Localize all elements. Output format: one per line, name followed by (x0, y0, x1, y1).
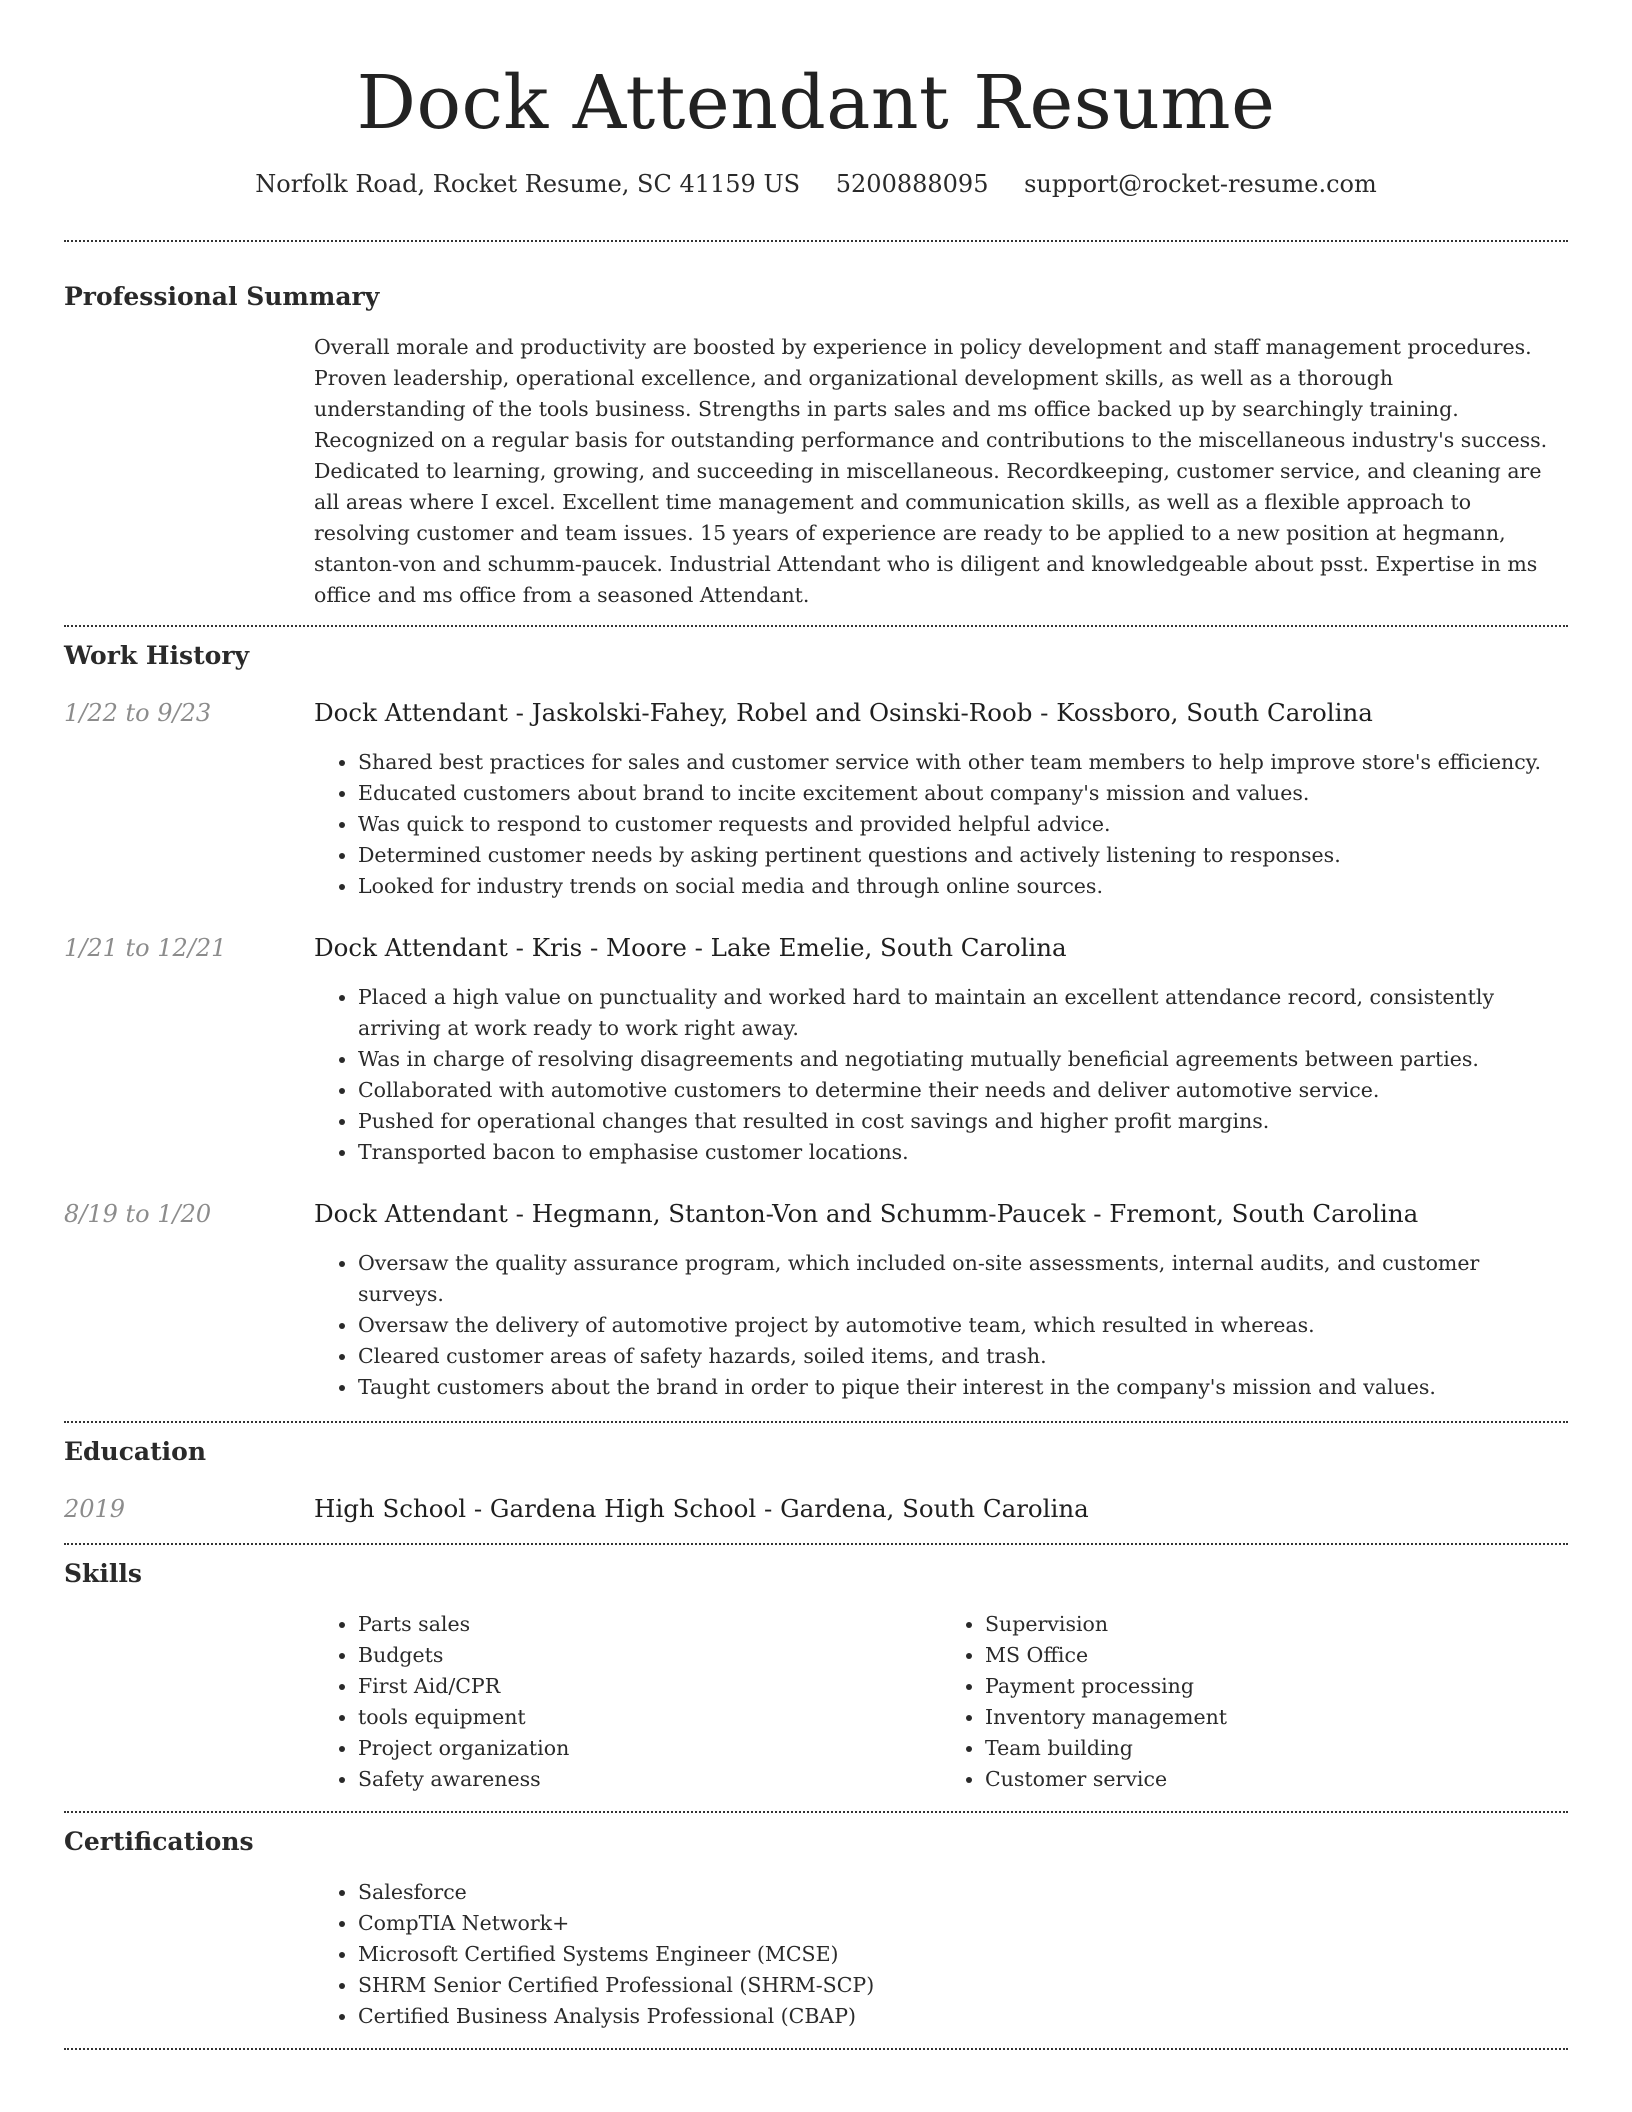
certifications-spacer (64, 1877, 314, 2032)
education-section (64, 1435, 1568, 1525)
education-year: 2019 (64, 1495, 126, 1523)
skills-spacer (64, 1609, 314, 1795)
job-bullet: • Collaborated with automotive customers to determine their needs and deliver automotive service. (358, 1075, 1548, 1106)
job-bullet: • Was in charge of resolving disagreements and negotiating mutually beneficial agreements between parties. (358, 1044, 1548, 1075)
job-dates: 1/22 to 9/23 (64, 699, 212, 727)
job-body (314, 697, 1568, 902)
skills-list-right (941, 1609, 1568, 1795)
job-bullet: • Looked for industry trends on social media and through online sources. (358, 871, 1568, 902)
work-section (64, 639, 1568, 1403)
summary-text: Overall morale and productivity are boosted by experience in policy development and staff management procedures. Proven leadership, operational excellence, and organizational development skills, as well as a thorough understanding of the tools business. Strengths in parts sales and ms office backed up by searchingly training. Recognized on a regular basis for outstanding performance and contributions to the miscellaneous industry's success. Dedicated to learning, growing, and succeeding in miscellaneous. Recordkeeping, customer service, and cleaning are all areas where I excel. Excellent time management and communication skills, as well as a flexible approach to resolving customer and team issues. 15 years of experience are ready to be applied to a new position at hegmann, stanton-von and schumm-paucek. Industrial Attendant who is diligent and knowledgeable about psst. Expertise in ms office and ms office from a seasoned Attendant. (314, 335, 1548, 607)
job-dates: 8/19 to 1/20 (64, 1200, 212, 1228)
job-title: Dock Attendant - Kris - Moore - Lake Emelie, South Carolina (314, 933, 1067, 962)
skill-item: • Customer service (985, 1764, 1568, 1795)
skill-item: • Parts sales (358, 1609, 941, 1640)
skill-item: • Project organization (358, 1733, 941, 1764)
divider-summary (64, 625, 1568, 627)
summary-section (64, 280, 1568, 611)
skill-item: • tools equipment (358, 1702, 941, 1733)
job-bullets (314, 747, 1568, 902)
skill-item: • First Aid/CPR (358, 1671, 941, 1702)
job-bullet: • Educated customers about brand to incite excitement about company's mission and values. (358, 778, 1568, 809)
resume-title: Dock Attendant Resume (356, 60, 1276, 146)
divider-bottom (64, 2048, 1568, 2050)
education-heading: Education (64, 1437, 207, 1466)
skills-list-left (314, 1609, 941, 1795)
job-entry (64, 697, 1568, 902)
skill-item: • Supervision (985, 1609, 1568, 1640)
skill-item: • Payment processing (985, 1671, 1568, 1702)
certifications-section (64, 1825, 1568, 2032)
job-bullets (314, 1248, 1568, 1403)
certifications-row (64, 1877, 1568, 2032)
skill-item: • Inventory management (985, 1702, 1568, 1733)
job-bullet: • Was quick to respond to customer requests and provided helpful advice. (358, 809, 1568, 840)
job-title: Dock Attendant - Jaskolski-Fahey, Robel and Osinski-Roob - Kossboro, South Carolina (314, 698, 1373, 727)
contact-phone: 5200888095 (835, 170, 989, 198)
certifications-list (314, 1877, 1568, 2032)
contact-line (64, 168, 1568, 200)
skills-grid (314, 1609, 1568, 1795)
skill-item: • Team building (985, 1733, 1568, 1764)
certification-item: • SHRM Senior Certified Professional (SHRM-SCP) (358, 1970, 1568, 2001)
summary-spacer (64, 332, 314, 611)
skill-item: • Safety awareness (358, 1764, 941, 1795)
contact-email: support@rocket-resume.com (1024, 170, 1377, 198)
certification-item: • Microsoft Certified Systems Engineer (MCSE) (358, 1939, 1568, 1970)
job-bullet: • Oversaw the delivery of automotive project by automotive team, which resulted in whereas. (358, 1310, 1568, 1341)
job-bullets (314, 982, 1568, 1168)
skills-section (64, 1557, 1568, 1795)
job-bullet: • Oversaw the quality assurance program, which included on-site assessments, internal audits, and customer surveys. (358, 1248, 1568, 1310)
summary-row (64, 332, 1568, 611)
skills-row (64, 1609, 1568, 1795)
skill-item: • MS Office (985, 1640, 1568, 1671)
divider-work (64, 1421, 1568, 1423)
certifications-heading: Certifications (64, 1827, 254, 1856)
education-title: High School - Gardena High School - Gardena, South Carolina (314, 1494, 1089, 1523)
job-bullet: • Determined customer needs by asking pertinent questions and actively listening to responses. (358, 840, 1568, 871)
job-bullet: • Pushed for operational changes that resulted in cost savings and higher profit margins. (358, 1106, 1548, 1137)
job-entry (64, 1198, 1568, 1403)
summary-body (314, 332, 1568, 611)
work-heading: Work History (64, 641, 250, 670)
certification-item: • CompTIA Network+ (358, 1908, 1568, 1939)
divider-skills (64, 1811, 1568, 1813)
summary-heading: Professional Summary (64, 282, 380, 311)
education-body (314, 1493, 1568, 1525)
job-dates: 1/21 to 12/21 (64, 934, 227, 962)
skill-item: • Budgets (358, 1640, 941, 1671)
certification-item: • Salesforce (358, 1877, 1568, 1908)
job-bullet: • Transported bacon to emphasise customer locations. (358, 1137, 1548, 1168)
job-body (314, 1198, 1568, 1403)
job-bullet: • Taught customers about the brand in order to pique their interest in the company's mission and values. (358, 1372, 1568, 1403)
certification-item: • Certified Business Analysis Professional (CBAP) (358, 2001, 1568, 2032)
job-bullet: • Placed a high value on punctuality and worked hard to maintain an excellent attendance record, consistently arriving at work ready to work right away. (358, 982, 1548, 1044)
job-bullet: • Cleared customer areas of safety hazards, soiled items, and trash. (358, 1341, 1568, 1372)
contact-address: Norfolk Road, Rocket Resume, SC 41159 US (255, 170, 801, 198)
skills-heading: Skills (64, 1559, 142, 1588)
education-entry (64, 1493, 1568, 1525)
job-body (314, 932, 1568, 1168)
job-title: Dock Attendant - Hegmann, Stanton-Von and Schumm-Paucek - Fremont, South Carolina (314, 1199, 1419, 1228)
divider-header (64, 240, 1568, 242)
job-entry (64, 932, 1568, 1168)
resume-page (64, 0, 1568, 2050)
certifications-body (314, 1877, 1568, 2032)
divider-education (64, 1543, 1568, 1545)
job-bullet: • Shared best practices for sales and customer service with other team members to help improve store's efficiency. (358, 747, 1568, 778)
